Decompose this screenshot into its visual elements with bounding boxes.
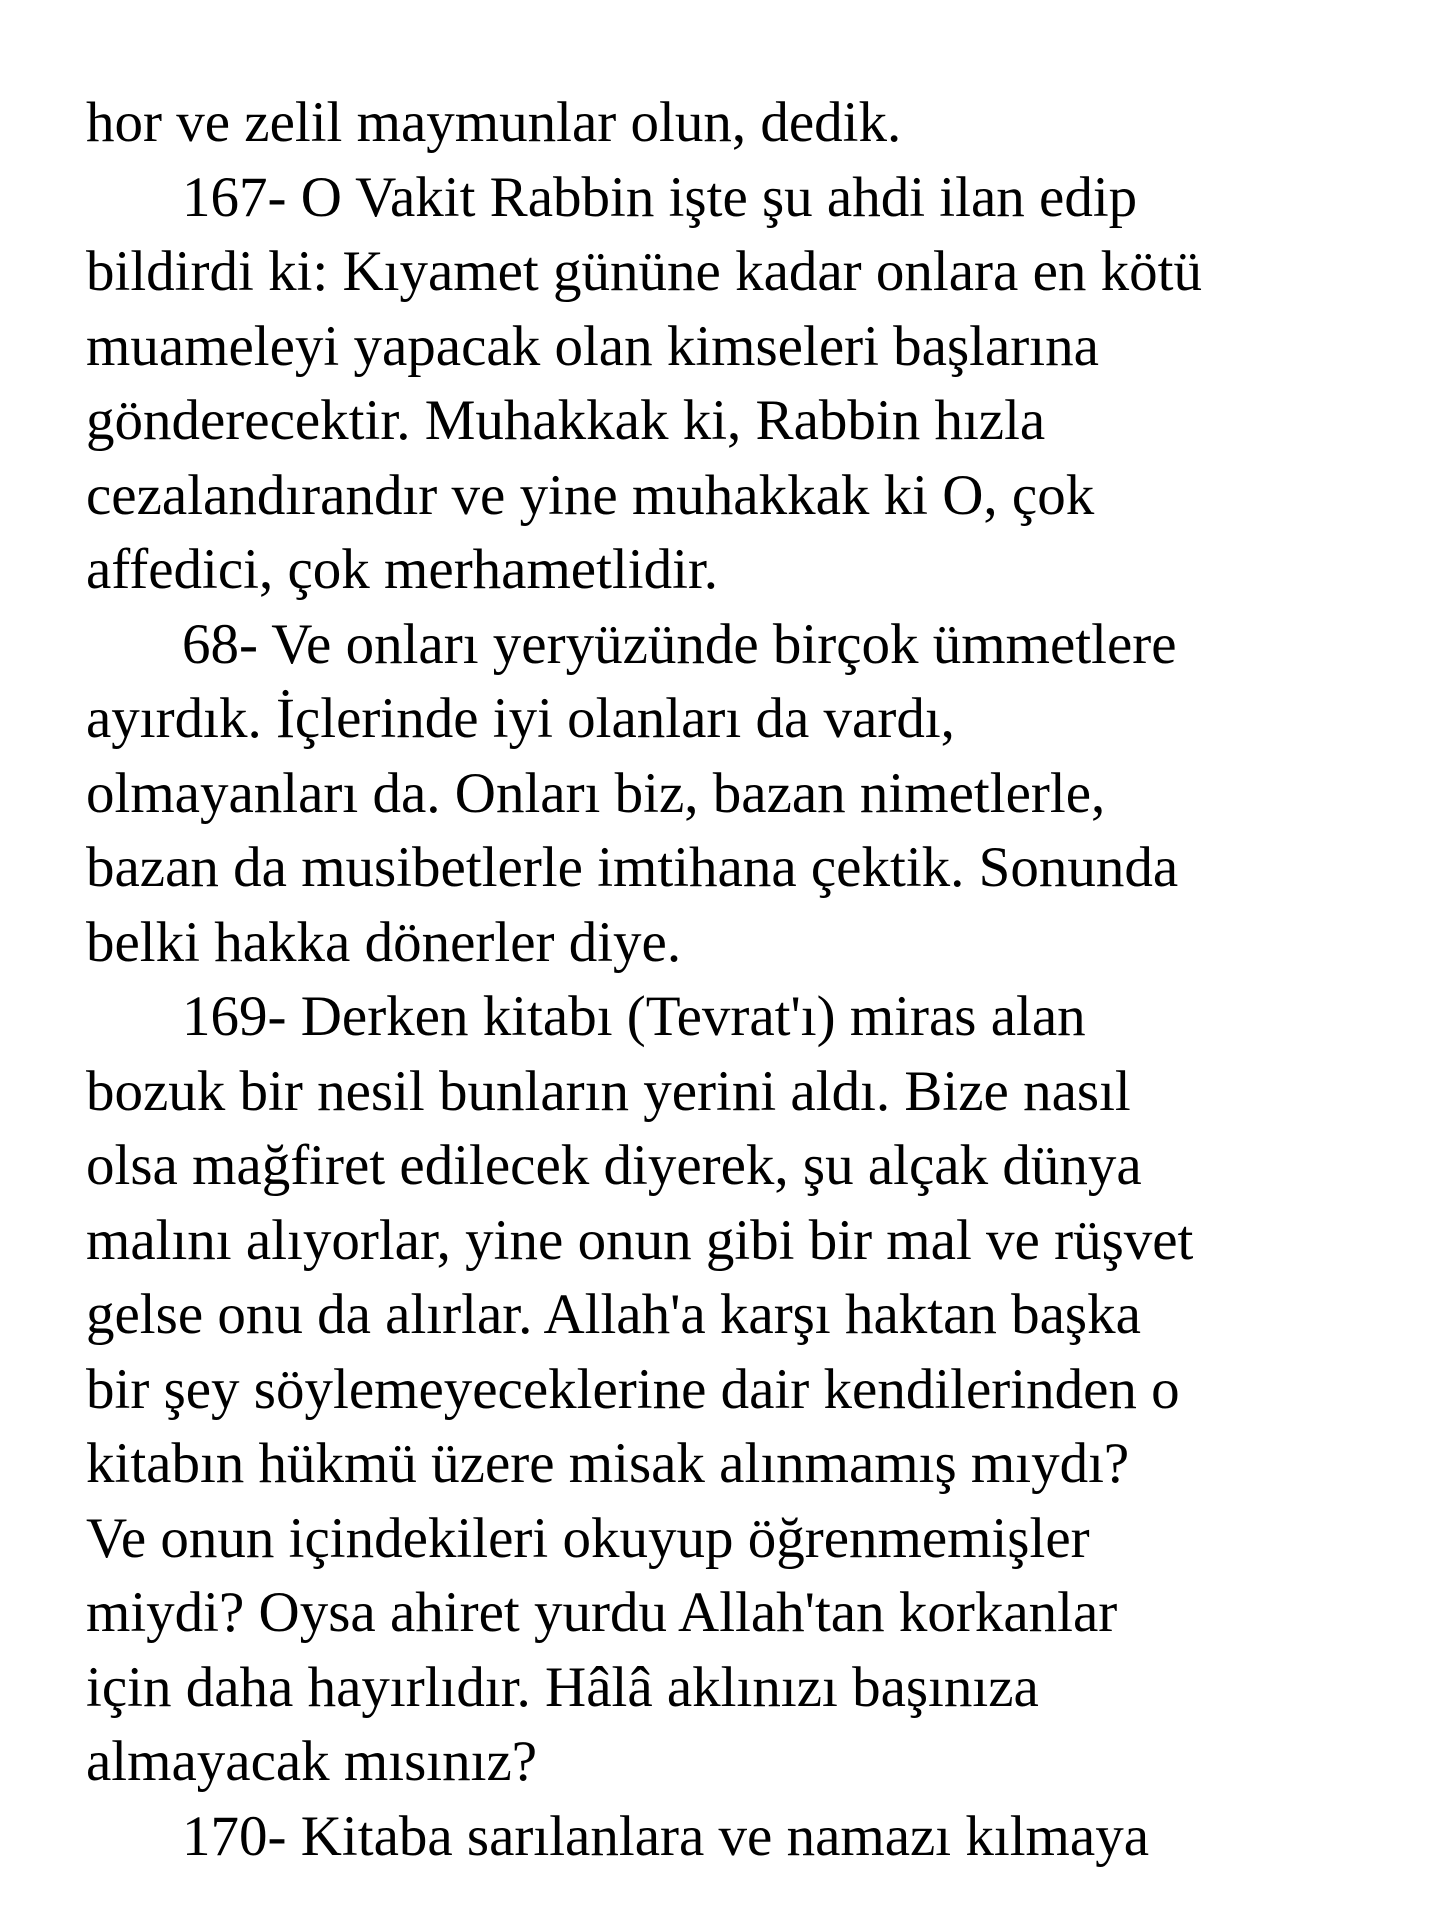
text-line: almayacak mısınız? — [86, 1730, 538, 1793]
text-line: gelse onu da alırlar. Allah'a karşı haktan başka — [86, 1283, 1141, 1346]
text-line: için daha hayırlıdır. Hâlâ aklınızı başınıza — [86, 1655, 1039, 1719]
text-line: kitabın hükmü üzere misak alınmamış mıydı? — [86, 1432, 1130, 1495]
text-line: gönderecektir. Muhakkak ki, Rabbin hızla — [86, 389, 1046, 452]
text-line: 68- Ve onları yeryüzünde birçok ümmetlere — [182, 612, 1177, 676]
text-line: bildirdi ki: Kıyamet gününe kadar onlara en kötü — [86, 240, 1202, 303]
text-line: malını alıyorlar, yine onun gibi bir mal ve rüşvet — [86, 1208, 1194, 1272]
text-line: muameleyi yapacak olan kimseleri başlarına — [86, 314, 1099, 378]
text-line: bazan da musibetlerle imtihana çektik. Sonunda — [86, 836, 1179, 899]
text-line: hor ve zelil maymunlar olun, dedik. — [86, 91, 902, 154]
text-line: olmayanları da. Onları biz, bazan nimetlerle, — [86, 761, 1106, 825]
text-line: 170- Kitaba sarılanlara ve namazı kılmaya — [182, 1804, 1149, 1868]
text-line: belki hakka dönerler diye. — [86, 910, 682, 974]
text-line: affedici, çok merhametlidir. — [86, 538, 719, 601]
text-line: Ve onun içindekileri okuyup öğrenmemişler — [86, 1506, 1090, 1570]
text-line: ayırdık. İçlerinde iyi olanları da vardı, — [86, 687, 955, 750]
text-line: bir şey söylemeyeceklerine dair kendilerinden o — [86, 1357, 1180, 1421]
text-line: 167- O Vakit Rabbin işte şu ahdi ilan edip — [182, 165, 1138, 229]
text-line: olsa mağfiret edilecek diyerek, şu alçak dünya — [86, 1134, 1142, 1197]
text-line: miydi? Oysa ahiret yurdu Allah'tan korkanlar — [86, 1581, 1118, 1644]
document-page — [86, 86, 1386, 1874]
text-line: 169- Derken kitabı (Tevrat'ı) miras alan — [182, 985, 1086, 1048]
text-line: bozuk bir nesil bunların yerini aldı. Bize nasıl — [86, 1059, 1131, 1123]
text-line: cezalandırandır ve yine muhakkak ki O, çok — [86, 463, 1095, 527]
